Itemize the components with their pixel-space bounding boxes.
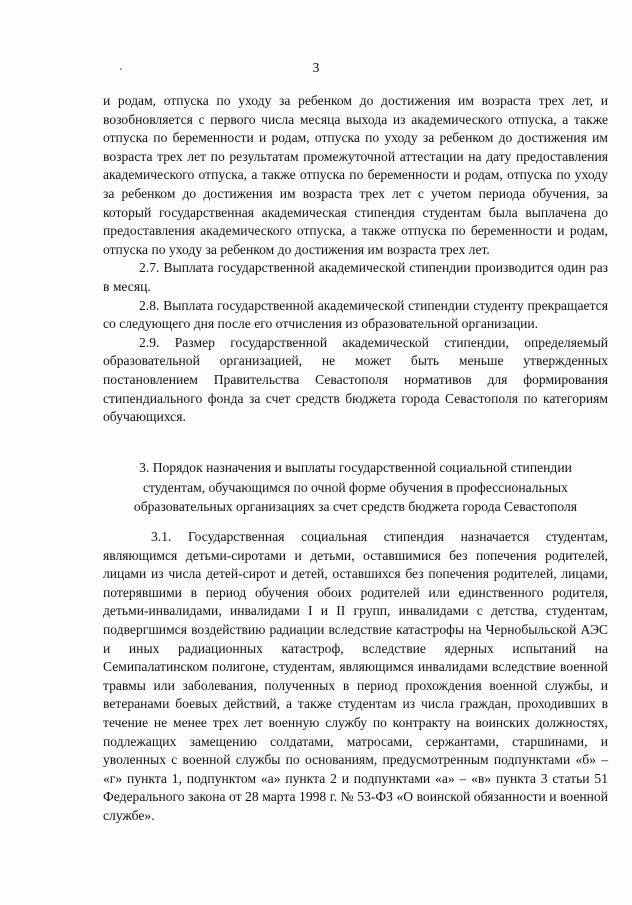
section-3-heading-line-2: студентам, обучающимся по очной форме обучения в профессиональных	[143, 479, 568, 495]
section-3-heading	[103, 458, 608, 517]
paragraph-2-9: 2.9. Размер государственной академической стипендии, определяемый образовательной организацией, не может быть меньше утвержденных постановлением Правительства Севастополя нормативов для формирования стипендиального фонда за счет средств бюджета города Севастополя по категориям обучающихся.	[103, 334, 608, 425]
section-2-continued	[103, 92, 608, 427]
section-3-heading-line-1: 3. Порядок назначения и выплаты государственной социальной стипендии	[139, 460, 572, 475]
paragraph-2-8: 2.8. Выплата государственной академической стипендии студенту прекращается со следующего дня после его отчисления из образовательной организации.	[103, 297, 608, 332]
section-3-body	[103, 528, 608, 826]
section-3-heading-line-3: образовательных организациях за счет средств бюджета города Севастополя	[133, 499, 578, 514]
paragraph-2-7: 2.7. Выплата государственной академической стипендии производится один раз в месяц.	[103, 260, 608, 294]
paragraph-3-1: 3.1. Государственная социальная стипендия назначается студентам, являющимся детьми-сиротами и детьми, оставшимися без попечения родителей, лицами из числа детей-сирот и детей, оставшихся без попечения родителей, лицами, потерявшими в период обучения обоих родителей или единственного родителя, детьми-инвалидами, инвалидами I и II групп, инвалидами с детства, студентам, подвергшимся воздействию радиации вследствие катастрофы на Чернобыльской АЭС и иных радиационных катастроф, вследствие ядерных испытаний на Семипалатинском полигоне, студентам, являющимся инвалидами вследствие военной травмы или заболевания, полученных в период прохождения военной службы, и ветеранами боевых действий, а также студентам из числа граждан, проходивших в течение не менее трех лет военную службу по контракту на воинских должностях, подлежащих замещению солдатами, матросами, сержантами, старшинами, и уволенных с военной службы по основаниям, предусмотренным подпунктами «б» – «г» пункта 1, подпунктом «а» пункта 2 и подпунктами «а» – «в» пункта 3 статьи 51 Федерального закона от 28 марта 1998 г. № 53-ФЗ «О воинской обязанности и военной службе».	[103, 529, 608, 823]
page-number: 3	[312, 60, 320, 75]
paragraph-2-6-continued: и родам, отпуска по уходу за ребенком до достижения им возраста трех лет, и возобновляется с первого числа месяца выхода из академического отпуска, а также отпуска по беременности и родам, отпуска по уходу за ребенком до достижения им возраста трех лет по результатам промежуточной аттестации на дату предоставления академического отпуска, а также отпуска по беременности и родам, отпуска по уходу за ребенком до достижения им возраста трех лет с учетом периода обучения, за который государственная академическая стипендия студентам была выплачена до предоставления академического отпуска, а также отпуска по беременности и родам, отпуска по уходу за ребенком до достижения им возраста трех лет.	[103, 93, 608, 257]
